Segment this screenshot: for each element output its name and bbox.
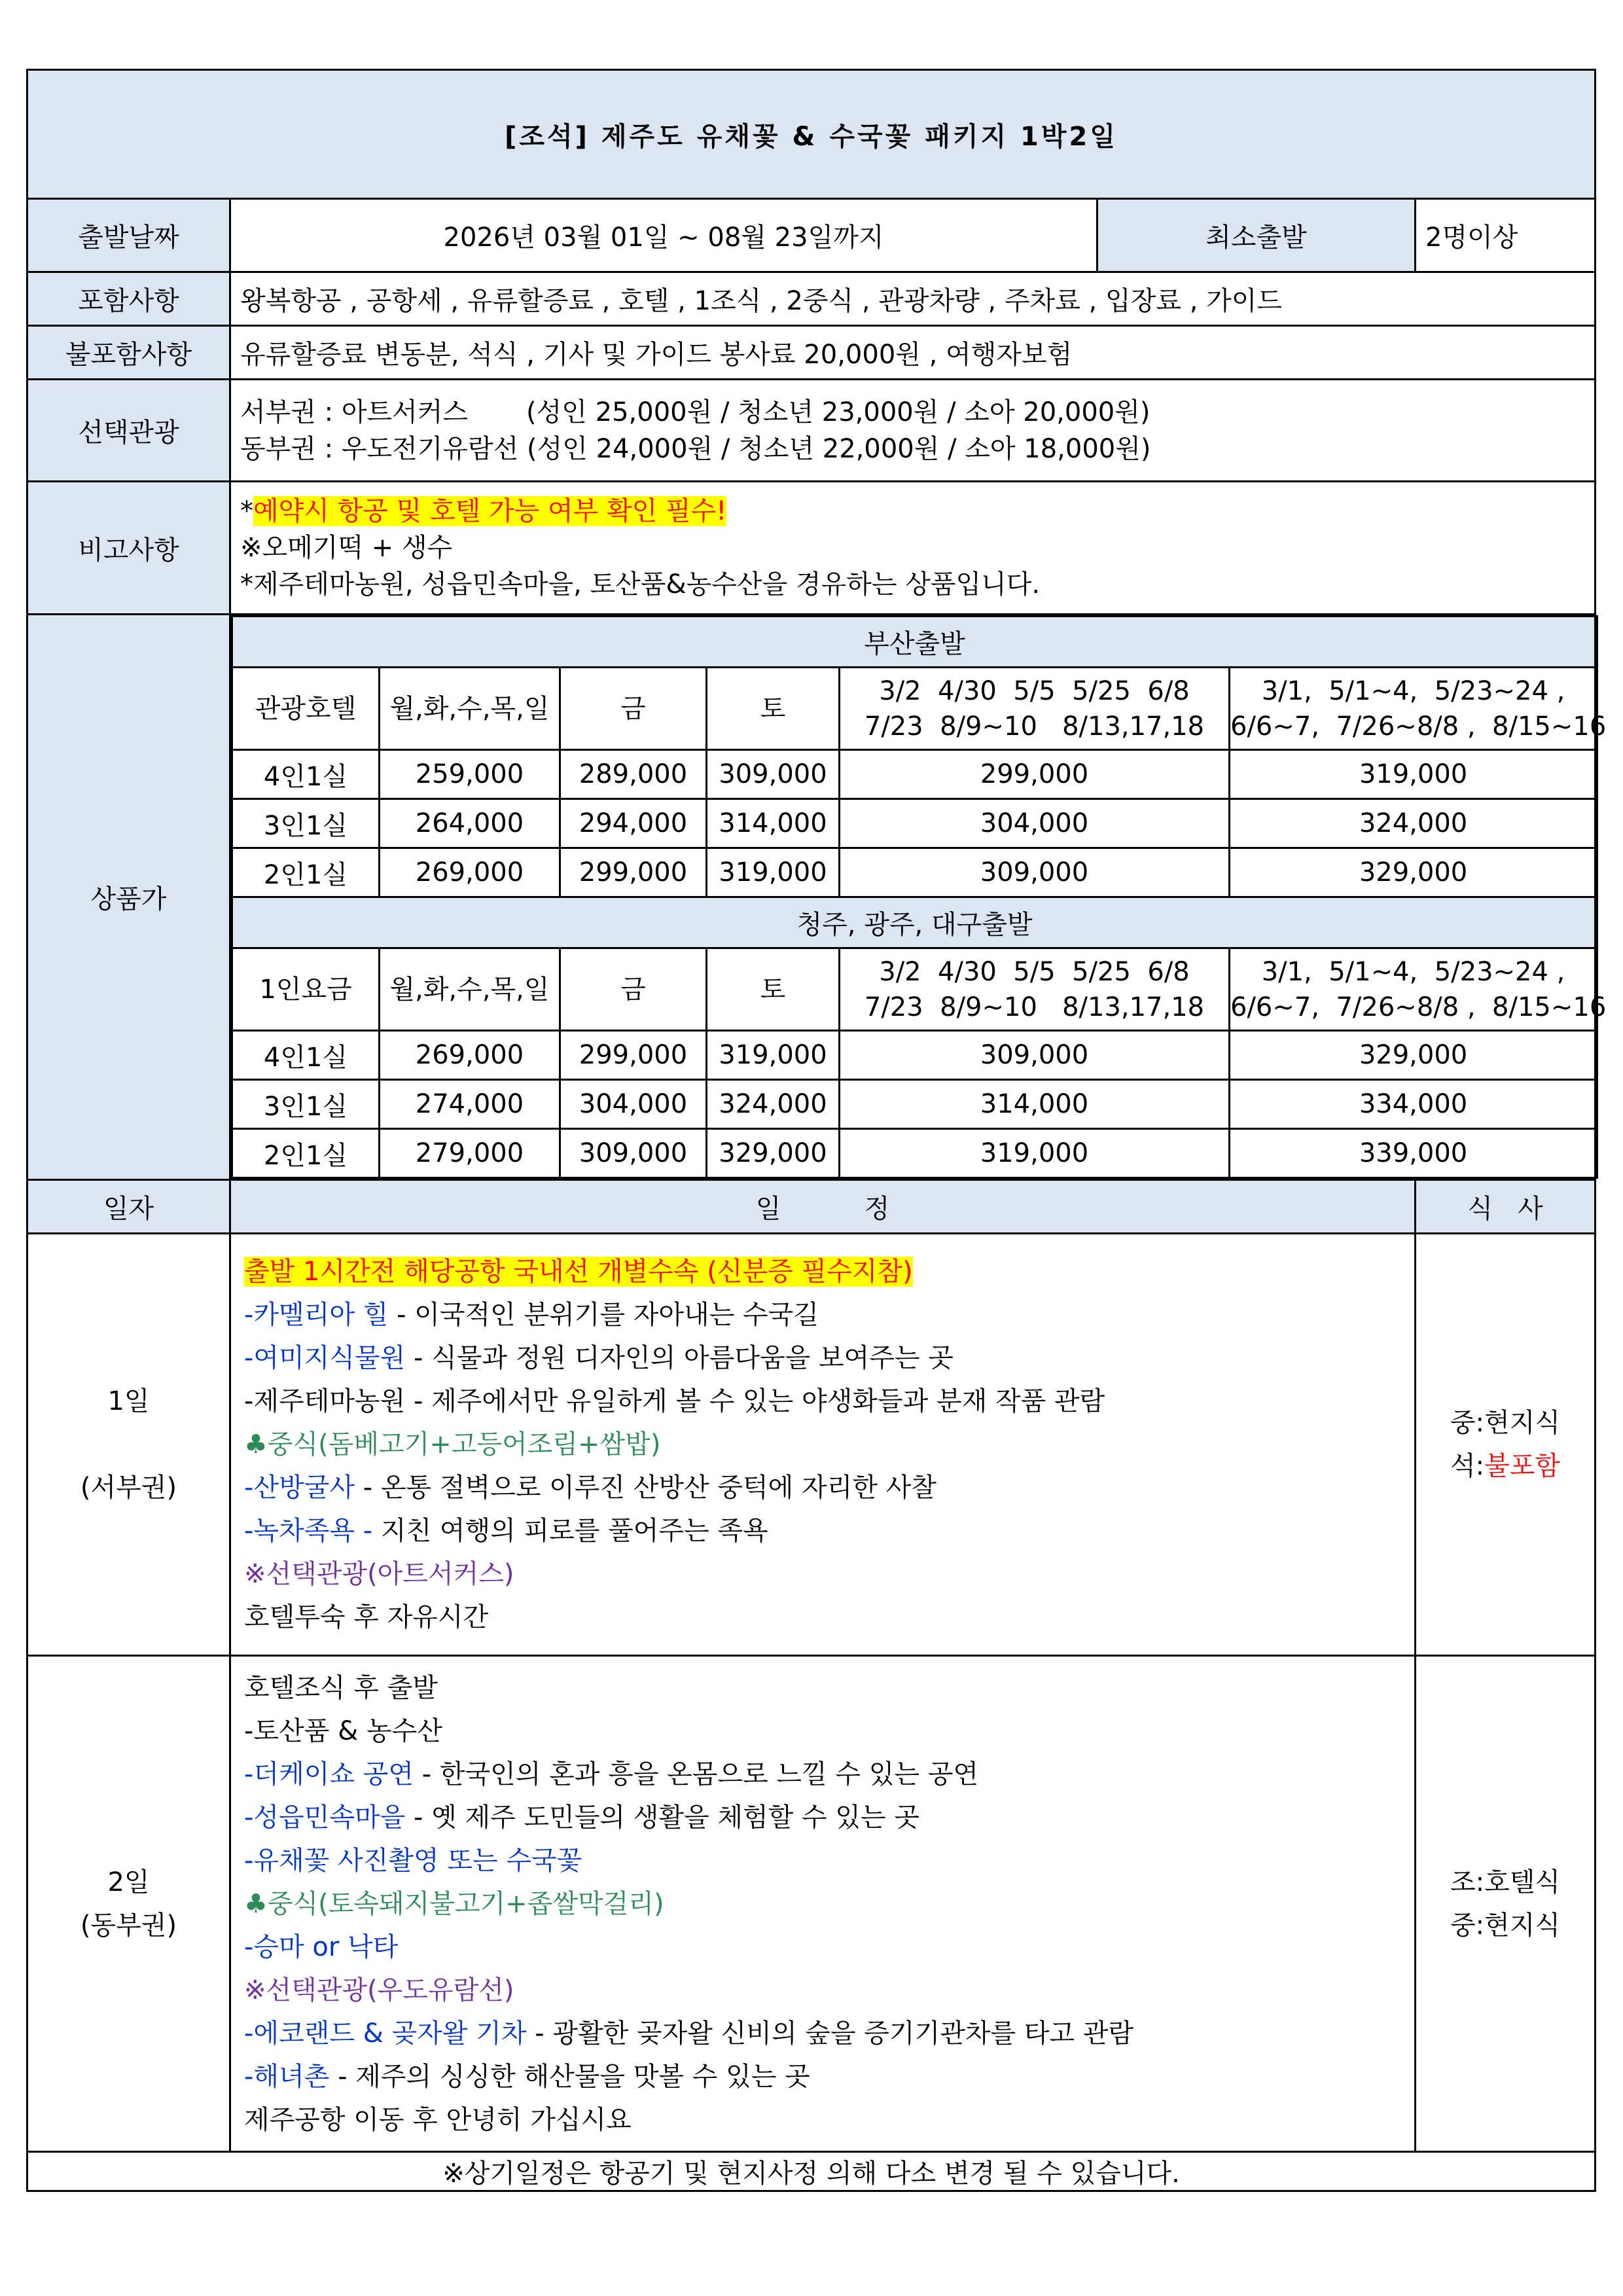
table-row (232, 848, 1597, 897)
price-cell: 289,000 (560, 750, 707, 799)
list-item: -에코랜드 & 곶자왈 기차 - 광활한 곶자왈 신비의 숲을 증기기관차를 타고 관람 (244, 2018, 1134, 2049)
price-cell: 324,000 (707, 1080, 840, 1129)
list-item: -산방굴사 - 온통 절벽으로 이루진 산방산 중턱에 자리한 사찰 (244, 1473, 936, 1503)
room-type: 2인1실 (232, 848, 380, 897)
price-header: 관광호텔 (232, 668, 380, 750)
price-cell: 324,000 (1230, 799, 1597, 848)
optional-tour-label: 선택관광 (27, 380, 230, 482)
table-row (232, 750, 1597, 799)
day1-region: (서부권) (80, 1473, 177, 1503)
meal-dinner-prefix: 석: (1450, 1451, 1485, 1481)
list-item: -여미지식물원 - 식물과 정원 디자인의 아름다움을 보여주는 곳 (244, 1343, 954, 1373)
room-type: 3인1실 (232, 799, 380, 848)
price-cell: 299,000 (560, 1031, 707, 1080)
list-item: -유채꽃 사진촬영 또는 수국꽃 (244, 1845, 582, 1876)
price-cell: 304,000 (840, 799, 1230, 848)
list-item: ※선택관광(아트서커스) (244, 1559, 514, 1589)
day2-plan (230, 1656, 1416, 2152)
remarks-line: ※오메기떡 + 생수 (240, 533, 453, 563)
price-cell: 329,000 (1230, 1031, 1597, 1080)
price-cell: 269,000 (380, 1031, 560, 1080)
departure-value: 2026년 03월 01일 ~ 08월 23일까지 (230, 199, 1097, 272)
min-departure-label: 최소출발 (1097, 199, 1416, 272)
optional-tour-west: 서부권 : 아트서커스 (성인 25,000원 / 청소년 23,000원 / 소아 20,000원) (240, 397, 1150, 427)
price-cell: 259,000 (380, 750, 560, 799)
day1-intro: 출발 1시간전 해당공항 국내선 개별수속 (신분증 필수지참) (244, 1257, 913, 1287)
list-item: -카멜리아 힐 - 이국적인 분위기를 자아내는 수국길 (244, 1300, 819, 1330)
package-document (26, 69, 1607, 2192)
remarks-star: * (240, 496, 253, 526)
day1-plan (230, 1234, 1416, 1656)
price-cell: 299,000 (840, 750, 1230, 799)
list-item: 제주공항 이동 후 안녕히 가십시요 (244, 2104, 632, 2135)
price-header: 금 (560, 668, 707, 750)
price-cell: 314,000 (840, 1080, 1230, 1129)
excluded-label: 불포함사항 (27, 326, 230, 380)
list-item: ♣중식(돔베고기+고등어조림+쌈밥) (244, 1429, 661, 1460)
price-cell: 319,000 (840, 1129, 1230, 1178)
room-type: 4인1실 (232, 750, 380, 799)
price-cell: 339,000 (1230, 1129, 1597, 1178)
list-item: -해녀촌 - 제주의 싱싱한 해산물을 맛볼 수 있는 곳 (244, 2061, 810, 2092)
plan-header: 일 정 (230, 1180, 1416, 1234)
list-item: -제주테마농원 - 제주에서만 유일하게 볼 수 있는 야생화들과 분재 작품 관람 (244, 1386, 1105, 1416)
price-header: 월,화,수,목,일 (380, 668, 560, 750)
meal-header: 식 사 (1416, 1180, 1596, 1234)
meal-dinner-value: 불포함 (1484, 1451, 1561, 1481)
list-item: ♣중식(토속돼지불고기+좁쌀막걸리) (244, 1888, 664, 1919)
busan-section-title: 부산출발 (232, 617, 1597, 668)
remarks-label: 비고사항 (27, 482, 230, 615)
price-table-cell (230, 615, 1607, 1180)
meal-lunch: 중:현지식 (1450, 1910, 1561, 1941)
price-header: 3/1, 5/1~4, 5/23~24 , 6/6~7, 7/26~8/8 , 8/15~16 (1230, 948, 1597, 1031)
price-header: 월,화,수,목,일 (380, 948, 560, 1031)
price-header: 토 (707, 668, 840, 750)
price-header: 3/1, 5/1~4, 5/23~24 , 6/6~7, 7/26~8/8 , 8/15~16 (1230, 668, 1597, 750)
remarks-highlight: 예약시 항공 및 호텔 가능 여부 확인 필수! (253, 496, 727, 526)
room-type: 3인1실 (232, 1080, 380, 1129)
excluded-value: 유류할증료 변동분, 석식 , 기사 및 가이드 봉사료 20,000원 , 여행자보험 (230, 326, 1596, 380)
list-item: -녹차족욕 - 지친 여행의 피로를 풀어주는 족욕 (244, 1516, 768, 1546)
day-header: 일자 (27, 1180, 230, 1234)
price-header: 토 (707, 948, 840, 1031)
price-cell: 274,000 (380, 1080, 560, 1129)
price-header: 3/2 4/30 5/5 5/25 6/8 7/23 8/9~10 8/13,17,18 (840, 948, 1230, 1031)
price-cell: 309,000 (707, 750, 840, 799)
price-cell: 314,000 (707, 799, 840, 848)
optional-tour-value (230, 380, 1596, 482)
table-row (232, 799, 1597, 848)
price-cell: 309,000 (840, 1031, 1230, 1080)
meal-breakfast: 조:호텔식 (1450, 1867, 1561, 1897)
room-type: 4인1실 (232, 1031, 380, 1080)
table-row (232, 1031, 1597, 1080)
price-cell: 329,000 (1230, 848, 1597, 897)
price-cell: 264,000 (380, 799, 560, 848)
price-header: 금 (560, 948, 707, 1031)
price-label: 상품가 (27, 615, 230, 1180)
list-item: 호텔조식 후 출발 (244, 1672, 438, 1703)
price-cell: 294,000 (560, 799, 707, 848)
day1-cell (27, 1234, 230, 1656)
day2-region: (동부권) (80, 1910, 177, 1941)
price-cell: 304,000 (560, 1080, 707, 1129)
day1-label: 1일 (107, 1386, 150, 1416)
departure-label: 출발날짜 (27, 199, 230, 272)
meal-lunch: 중:현지식 (1450, 1408, 1561, 1438)
optional-tour-east: 동부권 : 우도전기유람선 (성인 24,000원 / 청소년 22,000원 / 소아 18,000원) (240, 433, 1151, 464)
price-cell: 319,000 (1230, 750, 1597, 799)
list-item: ※선택관광(우도유람선) (244, 1975, 514, 2005)
price-table (231, 615, 1607, 1179)
list-item: -토산품 & 농수산 (244, 1715, 442, 1746)
min-departure-value: 2명이상 (1416, 199, 1596, 272)
day2-meals (1416, 1656, 1596, 2152)
footer-note: ※상기일정은 항공기 및 현지사정 의해 다소 변경 될 수 있습니다. (27, 2152, 1596, 2191)
price-cell: 269,000 (380, 848, 560, 897)
remarks-line: *제주테마농원, 성읍민속마을, 토산품&농수산을 경유하는 상품입니다. (240, 569, 1041, 600)
price-cell: 334,000 (1230, 1080, 1597, 1129)
list-item: -성읍민속마을 - 옛 제주 도민들의 생활을 체험할 수 있는 곳 (244, 1802, 920, 1833)
table-row (232, 1080, 1597, 1129)
remarks-value (230, 482, 1596, 615)
price-cell: 329,000 (707, 1129, 840, 1178)
price-header: 3/2 4/30 5/5 5/25 6/8 7/23 8/9~10 8/13,17,18 (840, 668, 1230, 750)
day1-meals (1416, 1234, 1596, 1656)
included-label: 포함사항 (27, 272, 230, 326)
list-item: -더케이쇼 공연 - 한국인의 혼과 흥을 온몸으로 느낄 수 있는 공연 (244, 1759, 979, 1789)
price-cell: 319,000 (707, 848, 840, 897)
list-item: -승마 or 낙타 (244, 1931, 399, 1962)
price-cell: 279,000 (380, 1129, 560, 1178)
day2-label: 2일 (107, 1867, 150, 1897)
room-type: 2인1실 (232, 1129, 380, 1178)
day2-cell (27, 1656, 230, 2152)
other-section-title: 청주, 광주, 대구출발 (232, 897, 1597, 948)
price-cell: 299,000 (560, 848, 707, 897)
table-row (232, 1129, 1597, 1178)
price-header: 1인요금 (232, 948, 380, 1031)
list-item: 호텔투숙 후 자유시간 (244, 1602, 489, 1632)
price-cell: 309,000 (840, 848, 1230, 897)
page-title: [조석] 제주도 유채꽃 & 수국꽃 패키지 1박2일 (27, 70, 1596, 199)
price-cell: 309,000 (560, 1129, 707, 1178)
price-cell: 319,000 (707, 1031, 840, 1080)
included-value: 왕복항공 , 공항세 , 유류할증료 , 호텔 , 1조식 , 2중식 , 관광차량 , 주차료 , 입장료 , 가이드 (230, 272, 1596, 326)
